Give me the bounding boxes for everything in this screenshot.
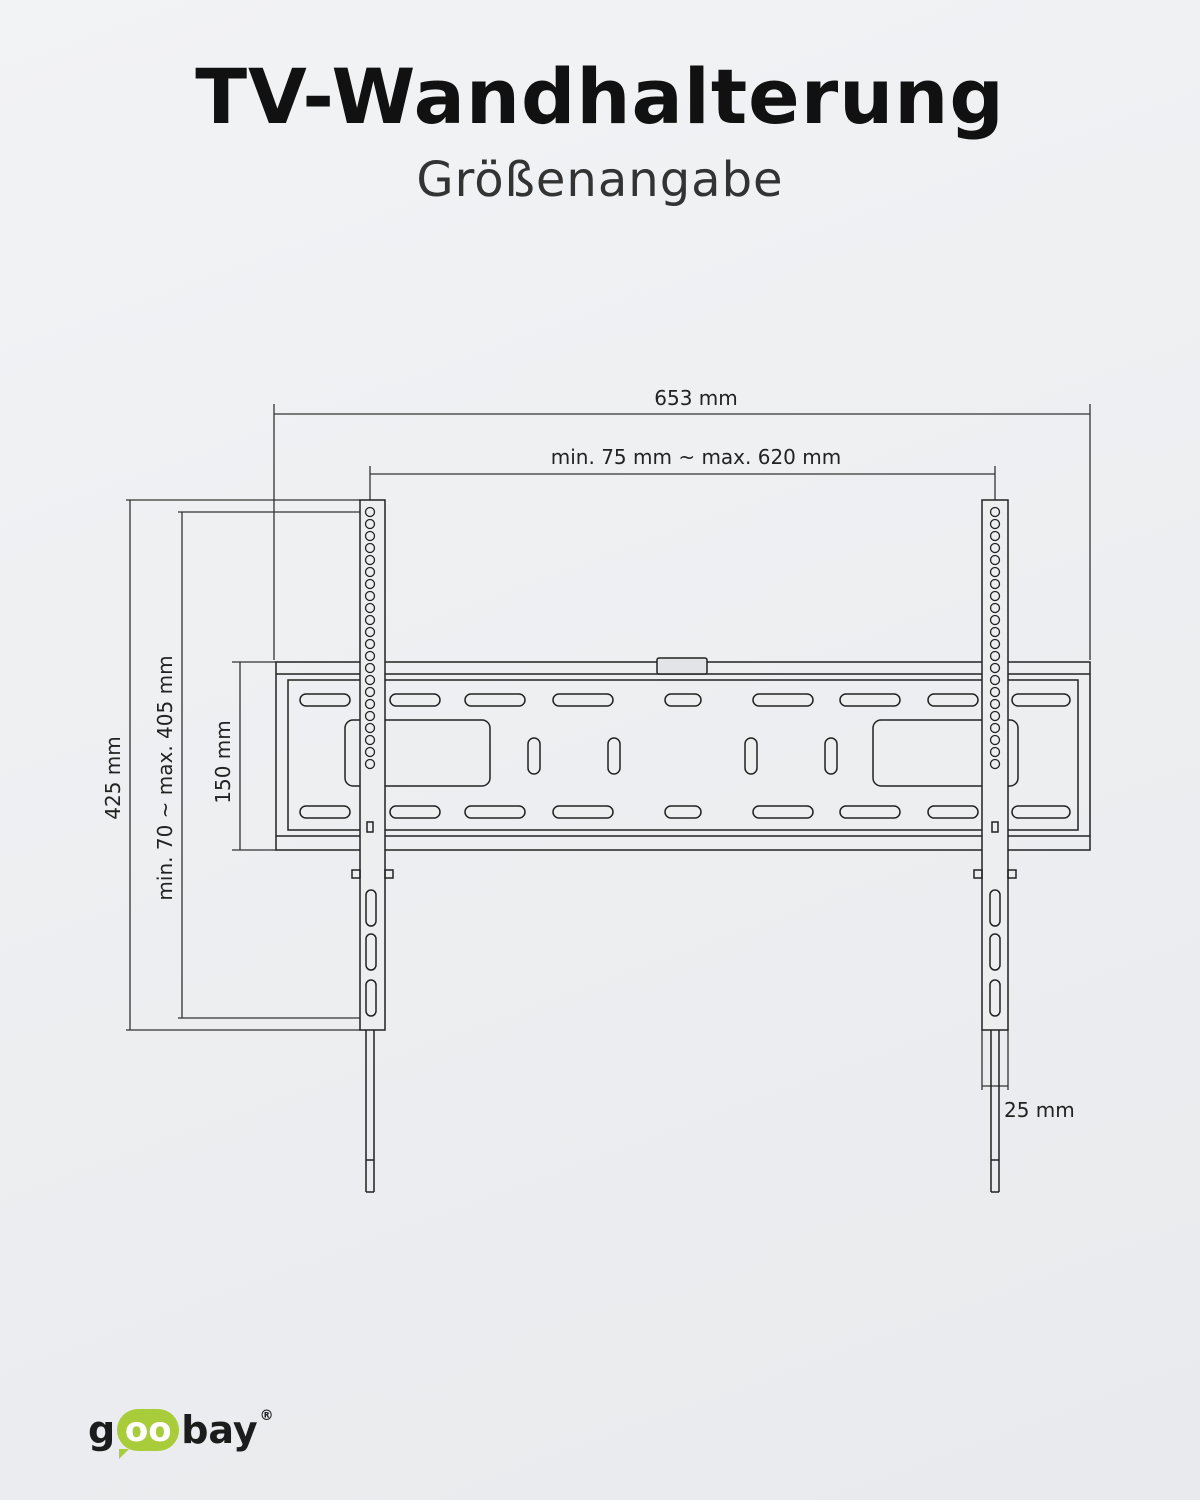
brand-logo xyxy=(88,1400,274,1460)
logo-bubble-icon: oo xyxy=(117,1409,179,1451)
label-arm-width: 25 mm xyxy=(1004,1098,1075,1122)
label-vesa-vertical: min. 70 ~ max. 405 mm xyxy=(153,655,177,901)
logo-registered-mark: ® xyxy=(259,1408,274,1424)
label-total-height: 425 mm xyxy=(101,736,125,820)
level-clip xyxy=(657,658,707,674)
wall-plate-slots xyxy=(300,694,1070,818)
page-subtitle: Größenangabe xyxy=(416,152,784,208)
label-total-width: 653 mm xyxy=(654,386,738,410)
page-title: TV-Wandhalterung xyxy=(195,52,1005,141)
label-vesa-horizontal: min. 75 mm ~ max. 620 mm xyxy=(550,445,842,469)
logo-prefix: g xyxy=(88,1408,116,1452)
logo-suffix: bay xyxy=(181,1408,258,1452)
label-frame-height: 150 mm xyxy=(211,720,235,804)
